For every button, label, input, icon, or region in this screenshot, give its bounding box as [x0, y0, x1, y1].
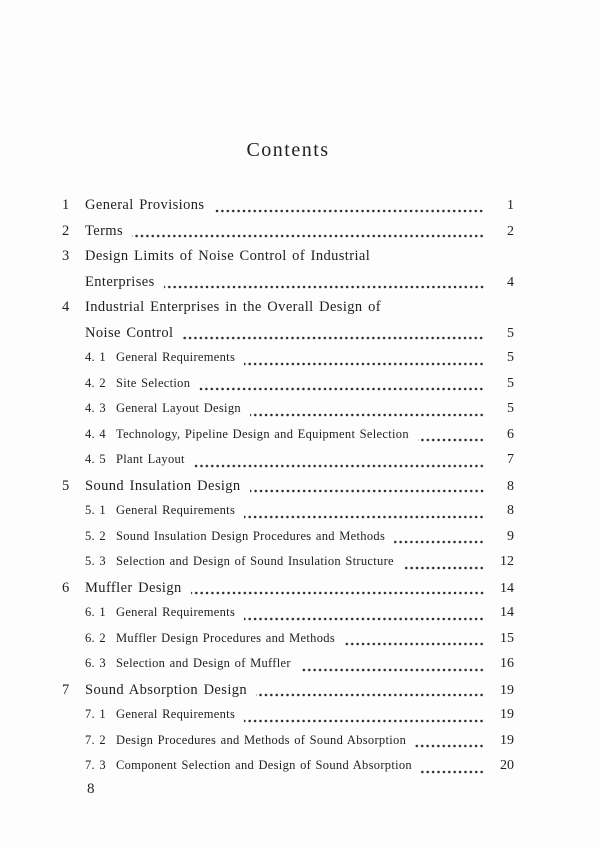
toc-entry-label: Noise Control [85, 324, 174, 341]
toc-entry-label: Selection and Design of Sound Insulation Structure [116, 554, 394, 568]
toc-entry-label: General Requirements [116, 350, 236, 364]
dot-leader [300, 668, 485, 672]
toc-entry-label: Design Limits of Noise Control of Industrial [85, 248, 371, 264]
toc-entry [85, 376, 514, 402]
toc-entry-line [85, 529, 514, 555]
toc-entry-page: 2 [507, 223, 514, 239]
toc-entry [85, 452, 514, 478]
toc-entry-line [62, 223, 514, 249]
dot-leader [213, 209, 485, 213]
toc-entry-line [62, 580, 514, 606]
dot-leader [199, 387, 485, 391]
toc-entry [85, 707, 514, 733]
toc-entry-label: General Layout Design [116, 401, 241, 415]
toc-entry-line [85, 427, 514, 453]
dot-leader [421, 770, 485, 774]
toc-entry-page: 8 [507, 503, 514, 518]
dot-leader [250, 489, 485, 493]
toc-entry [85, 758, 514, 784]
toc-entry-page: 8 [507, 478, 514, 494]
toc-entry [62, 223, 514, 249]
toc-entry-label: Sound Absorption Design [85, 681, 248, 698]
toc-entry [62, 197, 514, 223]
dot-leader [256, 693, 485, 697]
toc-entry-label: Design Procedures and Methods of Sound Absorption [116, 732, 407, 747]
toc-entry-label: Muffler Design [85, 579, 182, 596]
toc-entry [85, 631, 514, 657]
toc-entry-number: 4 [62, 299, 70, 315]
toc-entry-line [62, 299, 514, 325]
toc-entry [62, 478, 514, 504]
toc-entry-number: 2 [62, 222, 70, 239]
dot-leader [344, 642, 485, 646]
toc-entry-line [85, 503, 514, 529]
toc-entry-page: 1 [507, 198, 514, 213]
toc-entry-page: 20 [500, 758, 514, 773]
toc-entry-line [85, 350, 514, 376]
toc-entry [85, 427, 514, 453]
page-title: Contents [246, 139, 330, 161]
toc-entry-page: 15 [500, 630, 514, 646]
toc-entry [85, 350, 514, 376]
toc-entry-page: 14 [500, 580, 514, 596]
toc-entry-line [62, 248, 514, 274]
toc-entry [85, 401, 514, 427]
dot-leader [403, 566, 485, 570]
toc-entry-label: Site Selection [116, 375, 191, 390]
toc-entry-number: 4. 2 [85, 375, 106, 390]
toc-entry-number: 6. 2 [85, 630, 106, 645]
dot-leader [418, 438, 485, 442]
toc-entry-page: 14 [500, 605, 514, 620]
toc-entry-line [85, 707, 514, 733]
toc-entry-number: 7. 1 [85, 707, 106, 721]
toc-entry-page: 9 [507, 528, 514, 544]
toc-entry-number: 5. 2 [85, 528, 106, 543]
toc-entry-number: 4. 1 [85, 350, 106, 364]
toc-entry [62, 248, 514, 299]
toc-entry [85, 554, 514, 580]
dot-leader [194, 464, 485, 468]
dot-leader [244, 617, 485, 621]
toc-entry-label: Industrial Enterprises in the Overall Design of [85, 299, 381, 315]
toc-entry [85, 733, 514, 759]
dot-leader [244, 515, 485, 519]
toc-entry-number: 4. 3 [85, 401, 106, 415]
toc-entry-label: Terms [85, 222, 124, 239]
toc-entry [85, 605, 514, 631]
toc-entry-label: Muffler Design Procedures and Methods [116, 630, 335, 645]
toc-entry [62, 682, 514, 708]
dot-leader [182, 336, 485, 340]
dot-leader [191, 591, 485, 595]
toc-entry-label: Component Selection and Design of Sound Absorption [116, 758, 412, 772]
toc-entry-label: Enterprises [85, 273, 155, 290]
toc-entry-number: 1 [62, 197, 70, 213]
toc-entry-page: 19 [500, 682, 514, 698]
toc-entry-page: 6 [507, 426, 514, 442]
dot-leader [415, 744, 485, 748]
toc-entry-page: 16 [500, 656, 514, 671]
dot-leader [250, 413, 485, 417]
toc-entry-page: 5 [507, 350, 514, 365]
toc-entry-number: 5. 1 [85, 503, 106, 517]
toc-entry-label: Sound Insulation Design Procedures and Methods [116, 528, 386, 543]
toc-entry-line [85, 452, 514, 478]
dot-leader [394, 540, 485, 544]
dot-leader [132, 234, 485, 238]
toc-entry-number: 6 [62, 579, 70, 596]
toc-entry-line [85, 733, 514, 759]
toc-entry-number: 6. 3 [85, 656, 106, 670]
toc-entry-page: 12 [500, 554, 514, 569]
toc-entry-number: 4. 5 [85, 452, 106, 466]
toc-entry-line [85, 554, 514, 580]
toc-entry-page: 19 [500, 732, 514, 748]
toc-entry-continuation-line [62, 325, 514, 351]
dot-leader [244, 719, 485, 723]
dot-leader [244, 362, 485, 366]
toc-entry-label: Sound Insulation Design [85, 477, 241, 494]
toc-entry-label: General Provisions [85, 197, 205, 213]
toc-entry [62, 580, 514, 606]
dot-leader [164, 285, 485, 289]
toc-entry-label: General Requirements [116, 605, 236, 619]
toc-entry [85, 503, 514, 529]
toc-entry-line [85, 401, 514, 427]
toc-entry-label: Selection and Design of Muffler [116, 656, 291, 670]
toc-entry-page: 4 [507, 274, 514, 290]
toc-entry-number: 7. 3 [85, 758, 106, 772]
toc-entry-page: 19 [500, 707, 514, 722]
toc-entry-line [85, 631, 514, 657]
toc-entry-line [85, 605, 514, 631]
toc-entry-line [62, 197, 514, 223]
toc-entry-page: 5 [507, 401, 514, 416]
toc-entry-number: 3 [62, 248, 70, 264]
toc-entry-line [85, 656, 514, 682]
toc-entry-line [85, 758, 514, 784]
toc-entry-number: 5 [62, 477, 70, 494]
toc-entry-page: 7 [507, 452, 514, 467]
toc-entry-line [62, 478, 514, 504]
toc-entry-label: General Requirements [116, 503, 236, 517]
toc-entry-number: 5. 3 [85, 554, 106, 568]
toc-entry-number: 7 [62, 681, 70, 698]
toc-entry [62, 299, 514, 350]
toc-list [62, 197, 514, 784]
toc-entry-number: 4. 4 [85, 426, 106, 441]
toc-entry-page: 5 [507, 325, 514, 341]
toc-entry [85, 529, 514, 555]
toc-entry [85, 656, 514, 682]
toc-entry-line [62, 682, 514, 708]
toc-entry-number: 7. 2 [85, 732, 106, 747]
page-number: 8 [87, 781, 95, 797]
toc-entry-label: Technology, Pipeline Design and Equipment Selection [116, 426, 409, 441]
toc-entry-label: Plant Layout [116, 452, 185, 466]
toc-entry-number: 6. 1 [85, 605, 106, 619]
toc-entry-line [85, 376, 514, 402]
toc-entry-page: 5 [507, 375, 514, 391]
toc-entry-continuation-line [62, 274, 514, 300]
toc-entry-label: General Requirements [116, 707, 236, 721]
